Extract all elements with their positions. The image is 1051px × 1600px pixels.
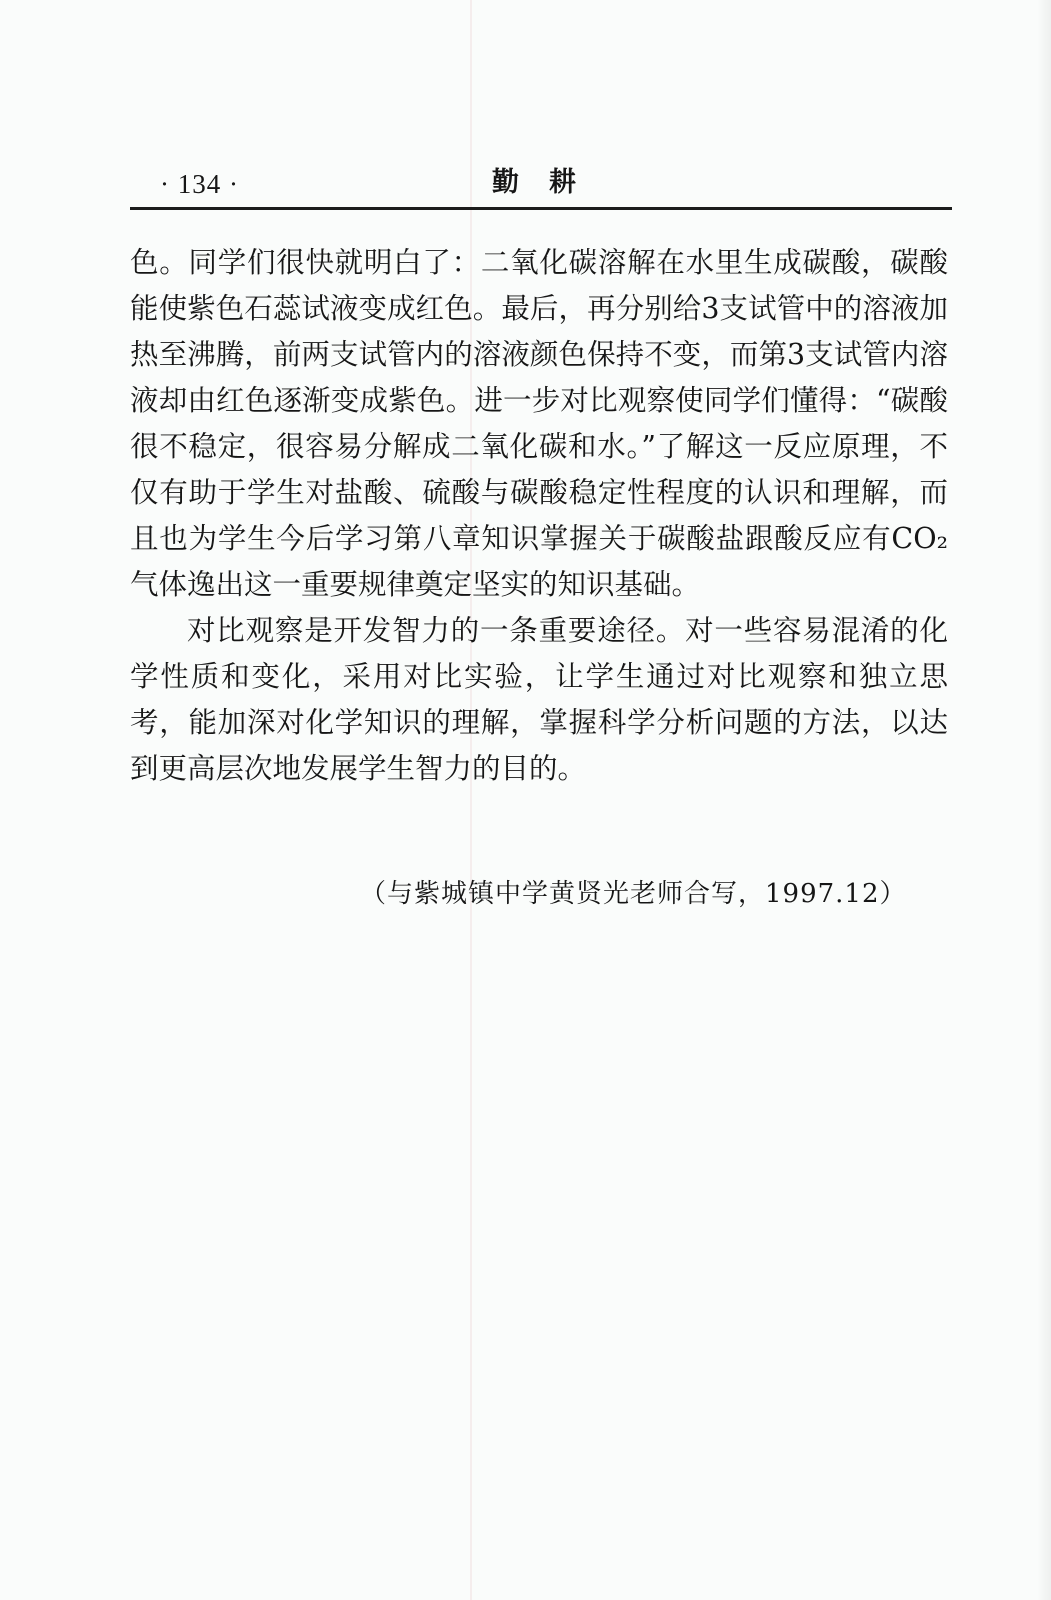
author-signoff: （与紫城镇中学黄贤光老师合写，1997.12）: [360, 879, 907, 909]
header-rule: [130, 207, 952, 210]
page-header: [130, 166, 952, 210]
page-edge-shadow: [1037, 0, 1051, 1600]
body-text: [130, 240, 948, 792]
running-title: 勤耕: [492, 167, 606, 198]
paragraph-continued: 色。同学们很快就明白了：二氧化碳溶解在水里生成碳酸，碳酸能使紫色石蕊试液变成红色。最后，再分别给3支试管中的溶液加热至沸腾，前两支试管内的溶液颜色保持不变，而第3支试管内溶液却由红色逐渐变成紫色。进一步对比观察使同学们懂得：“碳酸很不稳定，很容易分解成二氧化碳和水。”了解这一反应原理，不仅有助于学生对盐酸、硫酸与碳酸稳定性程度的认识和理解，而且也为学生今后学习第八章知识掌握关于碳酸盐跟酸反应有CO₂气体逸出这一重要规律奠定坚实的知识基础。: [130, 246, 948, 601]
page-number: · 134 ·: [160, 169, 239, 199]
paragraph-conclusion: 对比观察是开发智力的一条重要途径。对一些容易混淆的化学性质和变化，采用对比实验，让学生通过对比观察和独立思考，能加深对化学知识的理解，掌握科学分析问题的方法，以达到更高层次地发展学生智力的目的。: [130, 614, 948, 785]
